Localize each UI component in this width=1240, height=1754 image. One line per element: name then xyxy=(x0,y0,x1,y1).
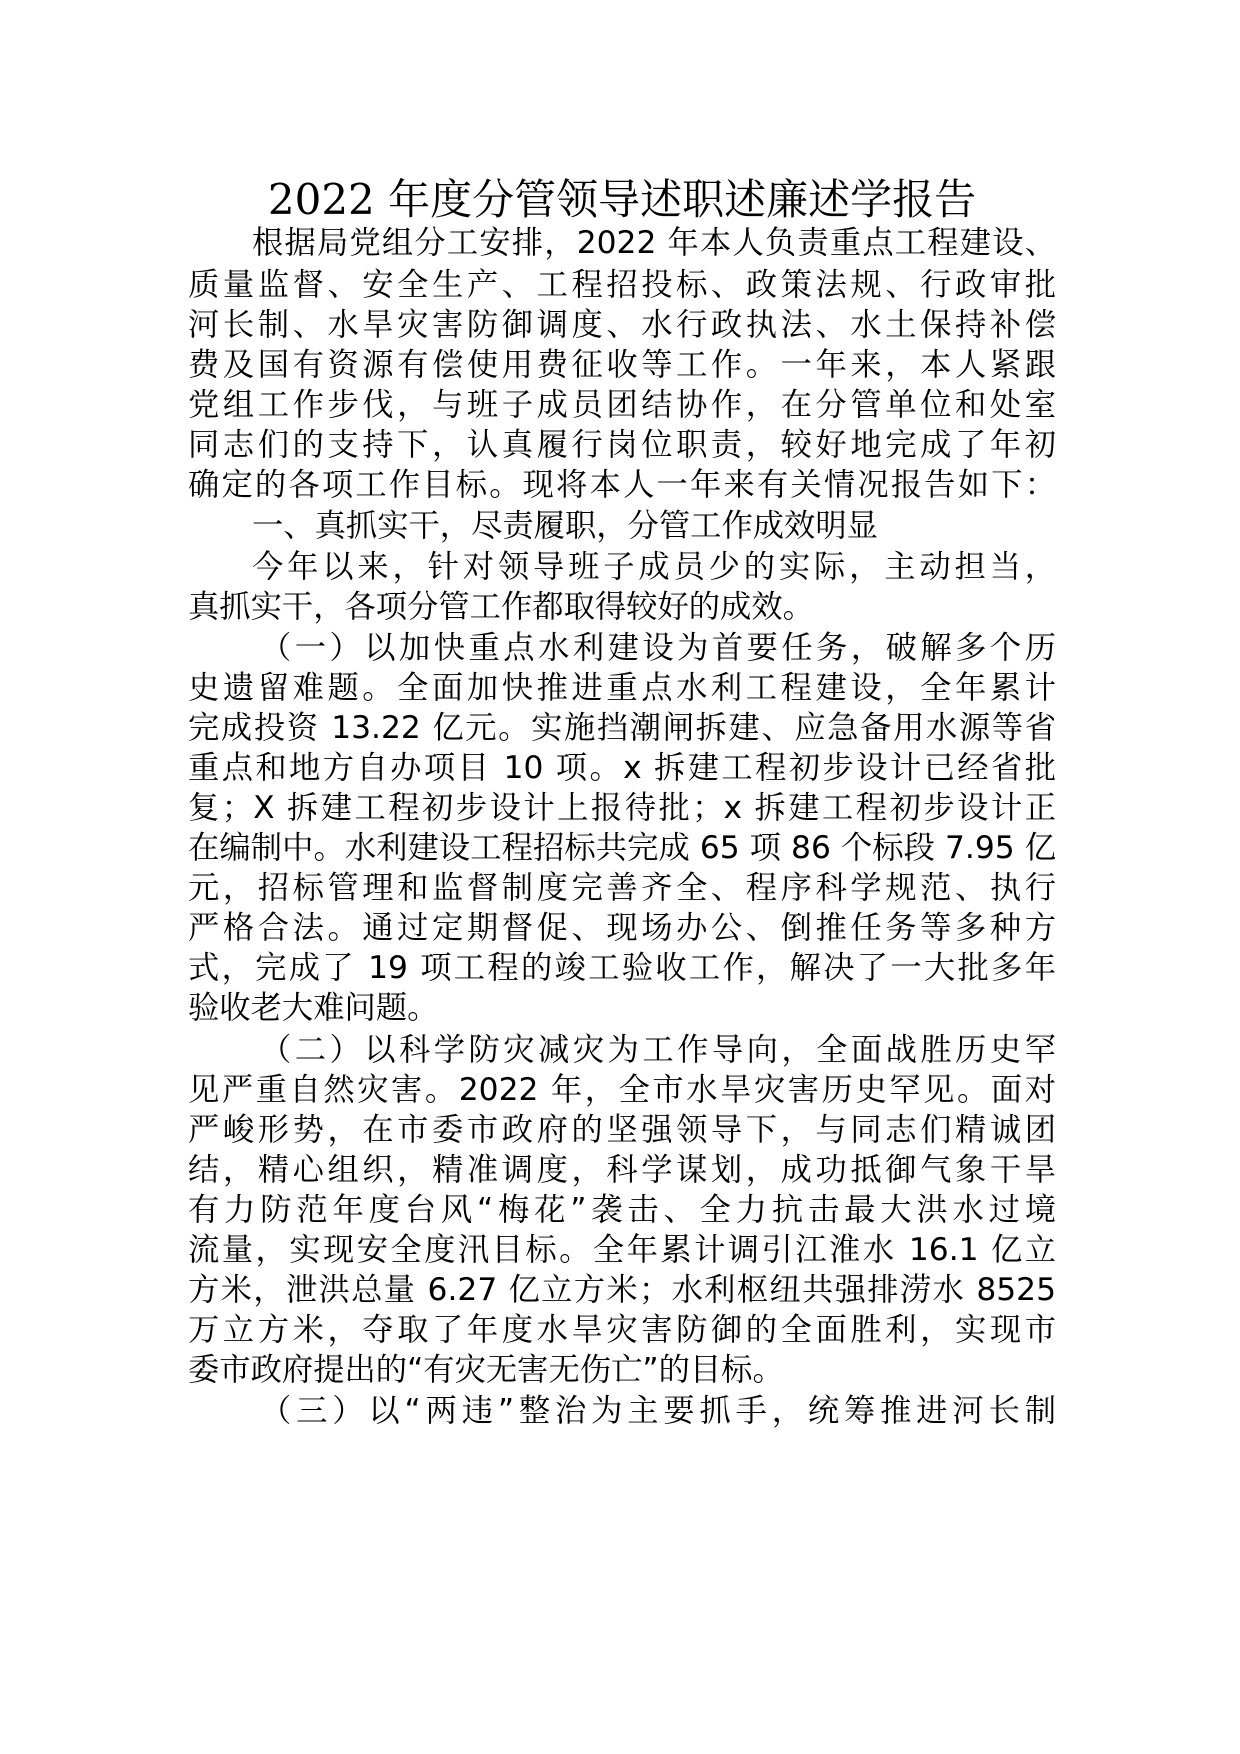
text-line: 验收老大难问题。 xyxy=(188,990,439,1026)
text-line: 在编制中。水利建设工程招标共完成 65 项 86 个标段 7.95 亿 xyxy=(188,830,1056,866)
text-line: 质量监督、安全生产、工程招投标、政策法规、行政审批 xyxy=(188,267,1056,303)
text-line: 根据局党组分工安排，2022 年本人负责重点工程建设、 xyxy=(252,225,1056,261)
subsection-line: （三）以“两违”整治为主要抓手，统筹推进河长制 xyxy=(260,1393,1056,1429)
text-line: 式，完成了 19 项工程的竣工验收工作，解决了一大批多年 xyxy=(188,950,1056,986)
text-line: 有力防范年度台风“梅花”袭击、全力抗击最大洪水过境 xyxy=(188,1192,1056,1228)
text-line: 费及国有资源有偿使用费征收等工作。一年来，本人紧跟 xyxy=(188,347,1056,383)
text-line: 流量，实现安全度汛目标。全年累计调引江淮水 16.1 亿立 xyxy=(188,1232,1056,1268)
text-line: 史遗留难题。全面加快推进重点水利工程建设，全年累计 xyxy=(188,670,1056,706)
subsection-line: （一）以加快重点水利建设为首要任务，破解多个历 xyxy=(260,630,1056,666)
document-page xyxy=(188,0,1056,1754)
text-line: 确定的各项工作目标。现将本人一年来有关情况报告如下： xyxy=(188,467,1056,503)
text-line: 同志们的支持下，认真履行岗位职责，较好地完成了年初 xyxy=(188,427,1056,463)
text-line: 见严重自然灾害。2022 年，全市水旱灾害历史罕见。面对 xyxy=(188,1072,1056,1108)
text-line: 严格合法。通过定期督促、现场办公、倒推任务等多种方 xyxy=(188,910,1056,946)
text-line: 真抓实干，各项分管工作都取得较好的成效。 xyxy=(188,589,814,625)
text-line: 复；X 拆建工程初步设计上报待批；x 拆建工程初步设计正 xyxy=(188,790,1056,826)
section-heading: 一、真抓实干，尽责履职，分管工作成效明显 xyxy=(252,508,878,544)
text-line: 元，招标管理和监督制度完善齐全、程序科学规范、执行 xyxy=(188,870,1056,906)
text-line: 委市政府提出的“有灾无害无伤亡”的目标。 xyxy=(188,1352,784,1388)
text-line: 今年以来，针对领导班子成员少的实际，主动担当， xyxy=(252,549,1056,585)
document-title: 2022 年度分管领导述职述廉述学报告 xyxy=(267,175,977,224)
text-line: 万立方米，夺取了年度水旱灾害防御的全面胜利，实现市 xyxy=(188,1312,1056,1348)
text-line: 方米，泄洪总量 6.27 亿立方米；水利枢纽共强排涝水 8525 xyxy=(188,1272,1056,1308)
text-line: 重点和地方自办项目 10 项。x 拆建工程初步设计已经省批 xyxy=(188,750,1056,786)
text-line: 严峻形势，在市委市政府的坚强领导下，与同志们精诚团 xyxy=(188,1112,1056,1148)
text-line: 河长制、水旱灾害防御调度、水行政执法、水土保持补偿 xyxy=(188,307,1056,343)
subsection-line: （二）以科学防灾减灾为工作导向，全面战胜历史罕 xyxy=(260,1032,1056,1068)
text-line: 结，精心组织，精准调度，科学谋划，成功抵御气象干旱 xyxy=(188,1152,1056,1188)
text-line: 完成投资 13.22 亿元。实施挡潮闸拆建、应急备用水源等省 xyxy=(188,710,1056,746)
text-line: 党组工作步伐，与班子成员团结协作，在分管单位和处室 xyxy=(188,387,1056,423)
